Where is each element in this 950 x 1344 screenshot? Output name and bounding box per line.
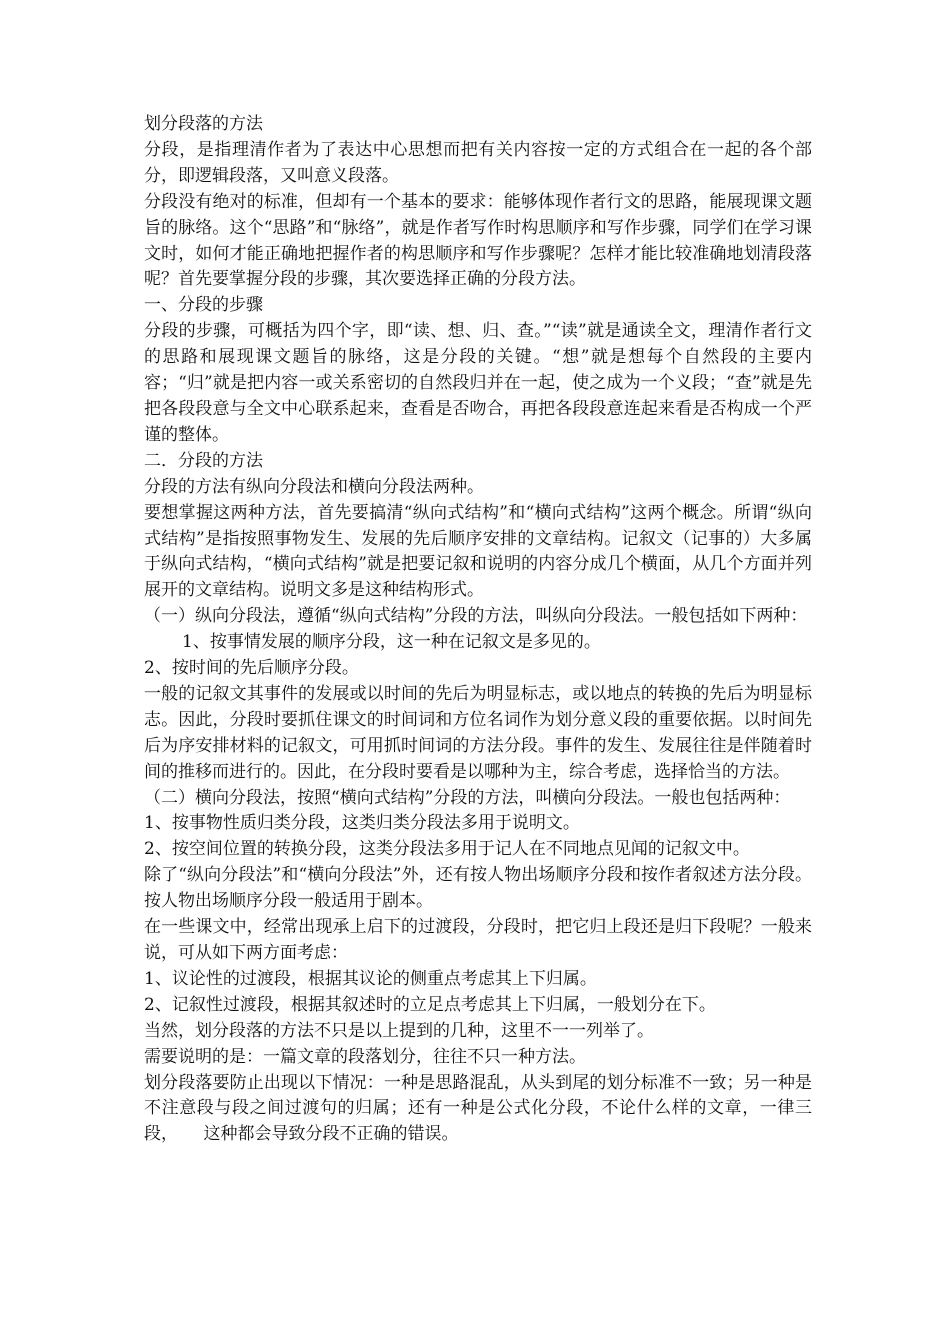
document-page bbox=[144, 112, 812, 1148]
section-heading-methods: 二．分段的方法 bbox=[144, 450, 263, 471]
paragraph-steps: 分段的步骤，可概括为四个字，即“读、想、归、查。”“读”就是通读全文，理清作者行文的思路和展现课文题旨的脉络，这是分段的关键。“想”就是想每个自然段的主要内容；“归”就是把内容一或关系密切的自然段归并在一起，使之成为一个义段；“查”就是先把各段段意与全文中心联系起来，查看是否吻合，再把各段段意连起来看是否构成一个严谨的整体。 bbox=[144, 321, 812, 445]
list-item-vertical-2: 2、按时间的先后顺序分段。 bbox=[144, 658, 359, 679]
list-item-transition-1: 1、议论性的过渡段，根据其议论的侧重点考虑其上下归属。 bbox=[144, 968, 597, 989]
list-item-transition-2: 2、记叙性过渡段，根据其叙述时的立足点考虑其上下归属，一般划分在下。 bbox=[144, 994, 716, 1015]
paragraph-vertical-method: （一）纵向分段法，遵循“纵向式结构”分段的方法，叫纵向分段法。一般包括如下两种： bbox=[144, 606, 808, 627]
paragraph-narrative-markers: 一般的记叙文其事件的发展或以时间的先后为明显标志，或以地点的转换的先后为明显标志。因此，分段时要抓住课文的时间词和方位名词作为划分意义段的重要依据。以时间先后为序安排材料的记叙文，可用抓时间词的方法分段。事件的发生、发展往往是伴随着时间的推移而进行的。因此，在分段时要看是以哪种为主，综合考虑，选择恰当的方法。 bbox=[144, 683, 812, 782]
section-heading-steps: 一、分段的步骤 bbox=[144, 295, 263, 316]
paragraph-note-multiple: 需要说明的是：一篇文章的段落划分，往往不只一种方法。 bbox=[144, 1046, 586, 1067]
list-item-vertical-1: 1、按事情发展的顺序分段，这一种在记叙文是多见的。 bbox=[182, 632, 601, 653]
document-title: 划分段落的方法 bbox=[144, 114, 263, 134]
paragraph-standard: 分段没有绝对的标准，但却有一个基本的要求：能够体现作者行文的思路，能展现课文题旨的脉络。这个“思路”和“脉络”，就是作者写作时构思顺序和写作步骤，同学们在学习课文时，如何才能正确地把握作者的构思顺序和写作步骤呢？怎样才能比较准确地划清段落呢？首先要掌握分段的步骤，其次要选择正确的分段方法。 bbox=[144, 191, 812, 290]
paragraph-other-methods: 除了“纵向分段法”和“横向分段法”外，还有按人物出场顺序分段和按作者叙述方法分段。按人物出场顺序分段一般适用于剧本。 bbox=[144, 865, 812, 912]
paragraph-definition: 分段，是指理清作者为了表达中心思想而把有关内容按一定的方式组合在一起的各个部分，即逻辑段落，又叫意义段落。 bbox=[144, 139, 812, 186]
paragraph-methods-intro: 分段的方法有纵向分段法和横向分段法两种。 bbox=[144, 476, 484, 497]
paragraph-transition: 在一些课文中，经常出现承上启下的过渡段，分段时，把它归上段还是归下段呢？一般来说，可从如下两方面考虑： bbox=[144, 917, 812, 963]
paragraph-warnings: 划分段落要防止出现以下情况：一种是思路混乱，从头到尾的划分标准不一致；另一种是不注意段与段之间过渡句的归属；还有一种是公式化分段，不论什么样的文章，一律三段， 这种都会导致分段不正确的错误。 bbox=[144, 1072, 812, 1145]
list-item-horizontal-2: 2、按空间位置的转换分段，这类分段法多用于记人在不同地点见闻的记叙文中。 bbox=[144, 839, 750, 860]
paragraph-note-more: 当然，划分段落的方法不只是以上提到的几种，这里不一一列举了。 bbox=[144, 1020, 654, 1041]
paragraph-horizontal-method: （二）横向分段法，按照“横向式结构”分段的方法，叫横向分段法。一般也包括两种： bbox=[144, 787, 791, 808]
paragraph-structure-concepts: 要想掌握这两种方法，首先要搞清“纵向式结构”和“横向式结构”这两个概念。所谓“纵向式结构”是指按照事物发生、发展的先后顺序安排的文章结构。记叙文（记事的）大多属于纵向式结构，“横向式结构”就是把要记叙和说明的内容分成几个横面，从几个方面并列展开的文章结构。说明文多是这种结构形式。 bbox=[144, 502, 812, 601]
list-item-horizontal-1: 1、按事物性质归类分段，这类归类分段法多用于说明文。 bbox=[144, 813, 580, 834]
